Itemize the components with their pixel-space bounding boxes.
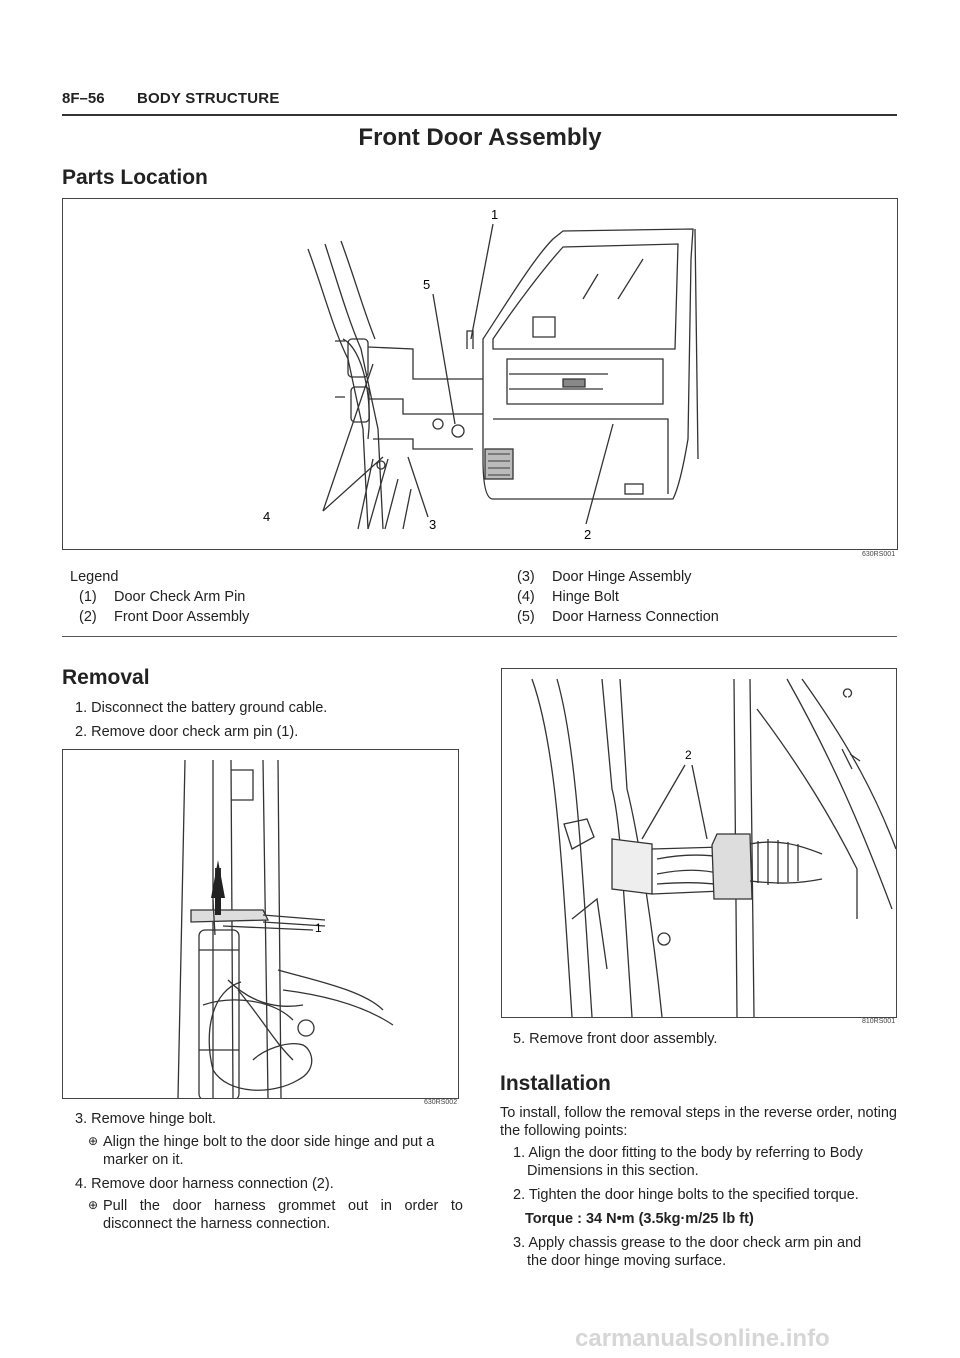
parts-location-heading: Parts Location <box>62 166 208 189</box>
legend-label: Door Check Arm Pin <box>114 589 246 605</box>
callout-4: 4 <box>263 509 271 524</box>
parts-location-figure <box>62 198 898 550</box>
removal-step-3: 3. Remove hinge bolt. <box>75 1111 217 1127</box>
step3-bullet-text: Align the hinge bolt to the door side hinge and put a marker on it. <box>103 1134 435 1168</box>
callout-5: 5 <box>423 277 431 292</box>
removal-step-2: 2. Remove door check arm pin (1). <box>75 724 299 740</box>
harness-connection-figure <box>501 668 897 1018</box>
removal-step-1: 1. Disconnect the battery ground cable. <box>75 700 328 716</box>
section-title: BODY STRUCTURE <box>137 90 280 107</box>
watermark: carmanualsonline.info <box>575 1325 830 1352</box>
figure2-callout: 1 <box>315 921 322 935</box>
section-divider <box>62 636 897 637</box>
bullet-icon: ⊕ <box>88 1134 99 1148</box>
install-step-1-cont: Dimensions in this section. <box>527 1163 699 1179</box>
torque-spec: Torque : 34 N•m (3.5kg·m/25 lb ft) <box>525 1211 754 1227</box>
figure3-code: 810RS001 <box>862 1018 896 1025</box>
step4-bullet-text: Pull the door harness grommet out in order to disconnect the harness connection. <box>103 1198 463 1232</box>
legend-num: (5) <box>517 609 535 625</box>
legend-label: Door Harness Connection <box>552 609 719 625</box>
removal-step-5: 5. Remove front door assembly. <box>513 1031 718 1047</box>
install-step-1: 1. Align the door fitting to the body by referring to Body <box>513 1145 863 1161</box>
check-arm-pin-diagram <box>63 750 458 1098</box>
figure-code: 630RS001 <box>862 551 896 558</box>
page-number: 8F–56 <box>62 90 105 107</box>
legend-num: (3) <box>517 569 535 585</box>
callout-3: 3 <box>429 517 437 532</box>
figure3-callout: 2 <box>685 748 692 762</box>
door-exploded-diagram <box>63 199 897 549</box>
legend-label: Hinge Bolt <box>552 589 619 605</box>
header-rule <box>62 114 897 116</box>
figure2-code: 630RS002 <box>424 1099 458 1106</box>
bullet-icon: ⊕ <box>88 1198 99 1212</box>
legend-label: Door Hinge Assembly <box>552 569 692 585</box>
callout-2: 2 <box>584 527 592 542</box>
removal-heading: Removal <box>62 666 150 689</box>
legend-num: (1) <box>79 589 97 605</box>
legend-label: Front Door Assembly <box>114 609 250 625</box>
harness-connection-diagram <box>502 669 896 1017</box>
install-step-2: 2. Tighten the door hinge bolts to the specified torque. <box>513 1187 859 1203</box>
legend-num: (2) <box>79 609 97 625</box>
installation-heading: Installation <box>500 1072 611 1095</box>
check-arm-pin-figure <box>62 749 459 1099</box>
page-title: Front Door Assembly <box>358 124 602 151</box>
legend-title: Legend <box>70 569 119 585</box>
callout-1: 1 <box>491 207 499 222</box>
install-step-3-cont: the door hinge moving surface. <box>527 1253 727 1269</box>
install-step-3: 3. Apply chassis grease to the door check arm pin and <box>513 1235 862 1251</box>
legend-num: (4) <box>517 589 535 605</box>
installation-intro: To install, follow the removal steps in the reverse order, noting the following points: <box>500 1105 897 1139</box>
removal-step-4: 4. Remove door harness connection (2). <box>75 1176 334 1192</box>
